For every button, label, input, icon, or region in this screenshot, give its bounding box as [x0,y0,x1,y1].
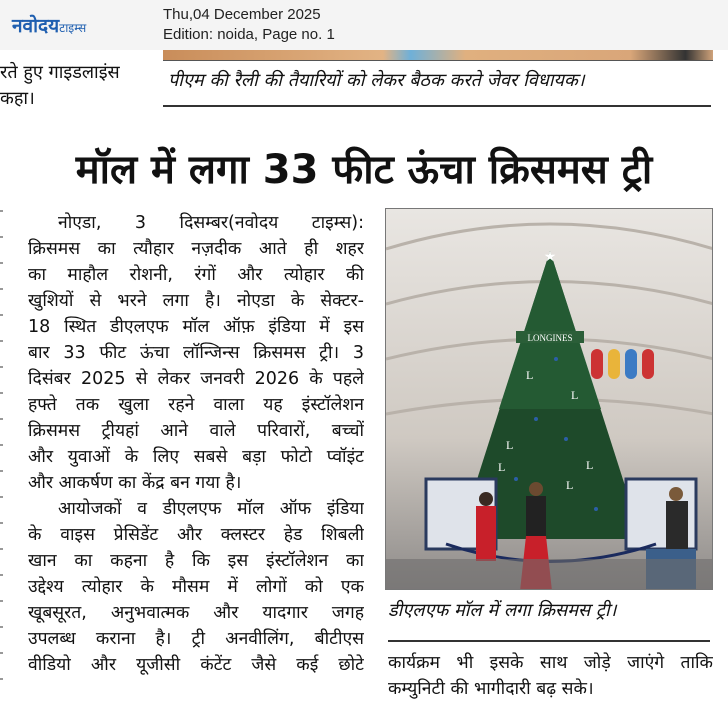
text-line: उद्देश्य त्योहार के मौसम में लोगों को एक [28,577,364,597]
svg-text:L: L [566,478,574,492]
svg-text:L: L [586,458,594,472]
text-line: का माहौल रोशनी, रंगों और त्योहार की [28,265,364,285]
article-body-left [28,210,364,678]
text-line: दिसंबर 2025 से लेकर जनवरी 2026 के पहले [28,369,364,389]
text-line: कम्युनिटी की भागीदारी बढ़ सके। [388,679,594,699]
text-line: 18 स्थित डीएलएफ मॉल ऑफ़ इंडिया में इस [28,317,364,337]
edition-page: Edition: noida, Page no. 1 [163,26,335,43]
text-line: वीडियो और यूजीसी कंटेंट जैसे कई छोटे [28,655,364,675]
article-body-right [388,650,713,702]
text-line: उपलब्ध कराना है। ट्री अनवीलिंग, बीटीएस [28,629,364,649]
text-line: कार्यक्रम भी इसके साथ जोड़े जाएंगे ताकि [388,653,713,673]
text-line: आयोजकों व डीएलएफ मॉल ऑफ इंडिया [58,499,364,519]
divider [388,640,710,642]
svg-text:L: L [571,388,579,402]
star-icon: ★ [543,249,557,265]
text-line: क्रिसमस का त्यौहार नज़दीक आते ही शहर [28,239,364,259]
text-line: खुशियों से भरने लगा है। नोएडा के सेक्टर- [28,291,364,311]
svg-text:L: L [526,368,534,382]
logo-sub: टाइम्स [59,21,87,35]
text-line: के वाइस प्रेसिडेंट और क्लस्टर हेड शिबली [28,525,364,545]
text-line: बार 33 फीट ऊंचा लॉन्जिन्स क्रिसमस ट्री। 3 [28,343,364,363]
text-line: और आकर्षण का केंद्र बन गया है। [28,473,242,493]
christmas-tree-photo [385,208,713,590]
page-header [0,0,728,50]
text-line: और युवाओं के लिए सबसे बड़ा फोटो प्वॉइंट [28,447,364,467]
previous-photo-caption: पीएम की रैली की तैयारियों को लेकर बैठक करते जेवर विधायक। [168,70,585,91]
photo-caption: डीएलएफ मॉल में लगा क्रिसमस ट्री। [388,600,617,621]
logo-main: नवोदय [12,15,60,37]
previous-story-photo [163,50,713,61]
edition-info [163,5,335,45]
text-line: नोएडा, 3 दिसम्बर(नवोदय टाइम्स): [58,213,364,233]
text-line: कहा। [0,88,35,109]
issue-date: Thu,04 December 2025 [163,6,321,23]
column-edge-marks [0,210,3,690]
photo-sign: LONGINES [527,333,573,343]
text-line: खूबसूरत, अनुभवात्मक और यादगार जगह [28,603,364,623]
svg-text:L: L [506,438,514,452]
article-headline: मॉल में लगा 33 फीट ऊंचा क्रिसमस ट्री [75,147,653,193]
text-line: हफ्ते तक खुला रहने वाला यह इंस्टॉलेशन [28,395,364,415]
divider [163,105,711,107]
previous-story-text [0,60,120,112]
svg-text:L: L [498,460,506,474]
newspaper-logo[interactable] [12,12,86,38]
text-line: रते हुए गाइडलाइंस [0,62,120,83]
text-line: क्रिसमस ट्रीयहां आने वाले परिवारों, बच्चों [28,421,364,441]
text-line: खान का कहना है कि इस इंस्टॉलेशन का [28,551,364,571]
